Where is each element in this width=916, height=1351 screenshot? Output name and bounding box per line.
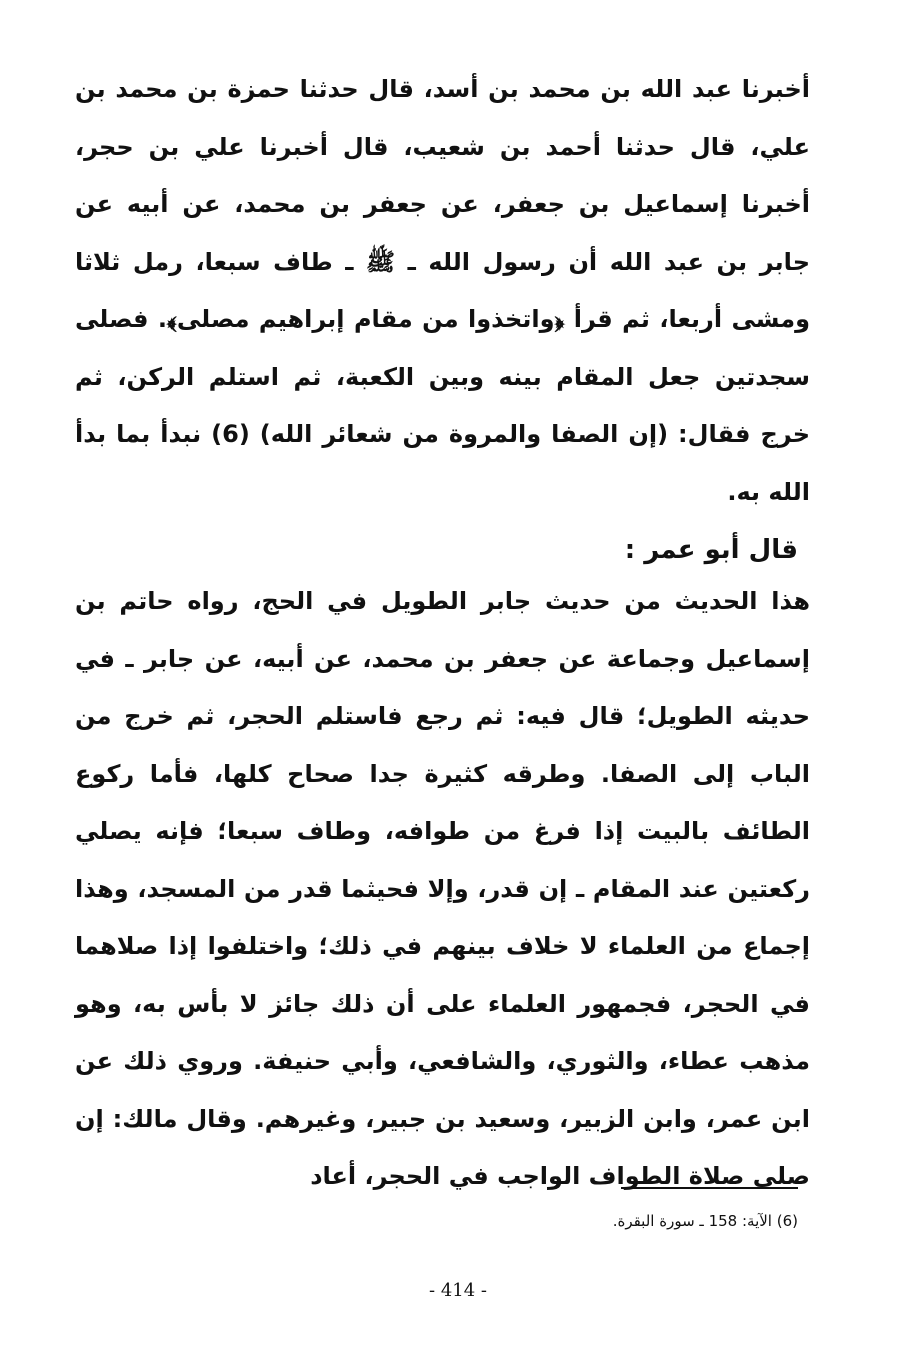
section-heading: قال أبو عمر : <box>624 535 798 565</box>
body-paragraph-commentary: هذا الحديث من حديث جابر الطويل في الحج، رواه حاتم بن إسماعيل وجماعة عن جعفر بن محمد، عن أبيه، عن جابر ـ في حديثه الطويل؛ قال فيه: ثم رجع فاستلم الحجر، ثم خرج من الباب إلى الصفا. وطرقه كثيرة جدا صحاح كلها، فأما ركوع الطائف بالبيت إذا فرغ من طوافه، وطاف سبعا؛ فإنه يصلي ركعتين عند المقام ـ إن قدر، وإلا فحيثما قدر من المسجد، وهذا إجماع من العلماء لا خلاف بينهم في ذلك؛ واختلفوا إذا صلاهما في الحجر، فجمهور العلماء على أن ذلك جائز لا بأس به، وهو مذهب عطاء، والثوري، والشافعي، وأبي حنيفة. وروي ذلك عن ابن عمر، وابن الزبير، وسعيد بن جبير، وغيرهم. وقال مالك: إن صلى صلاة الطواف الواجب في الحجر، أعاد <box>75 587 810 1190</box>
page-number: - 414 - <box>429 1280 487 1301</box>
footnote: (6) الآية: 158 ـ سورة البقرة. <box>612 1212 798 1230</box>
body-paragraph-hadith-text: أخبرنا عبد الله بن محمد بن أسد، قال حدثنا حمزة بن محمد بن علي، قال حدثنا أحمد بن شعيب، قال أخبرنا علي بن حجر، أخبرنا إسماعيل بن جعفر، عن جعفر بن محمد، عن أبيه عن جابر بن عبد الله أن رسول الله ـ ﷺ ـ طاف سبعا، رمل ثلاثا ومشى أربعا، ثم قرأ ﴿واتخذوا من مقام إبراهيم مصلى﴾. فصلى سجدتين جعل المقام بينه وبين الكعبة، ثم استلم الركن، ثم خرج فقال: (إن الصفا والمروة من شعائر الله) (6) نبدأ بما بدأ الله به. <box>75 75 810 506</box>
footnote-divider <box>621 1187 798 1189</box>
